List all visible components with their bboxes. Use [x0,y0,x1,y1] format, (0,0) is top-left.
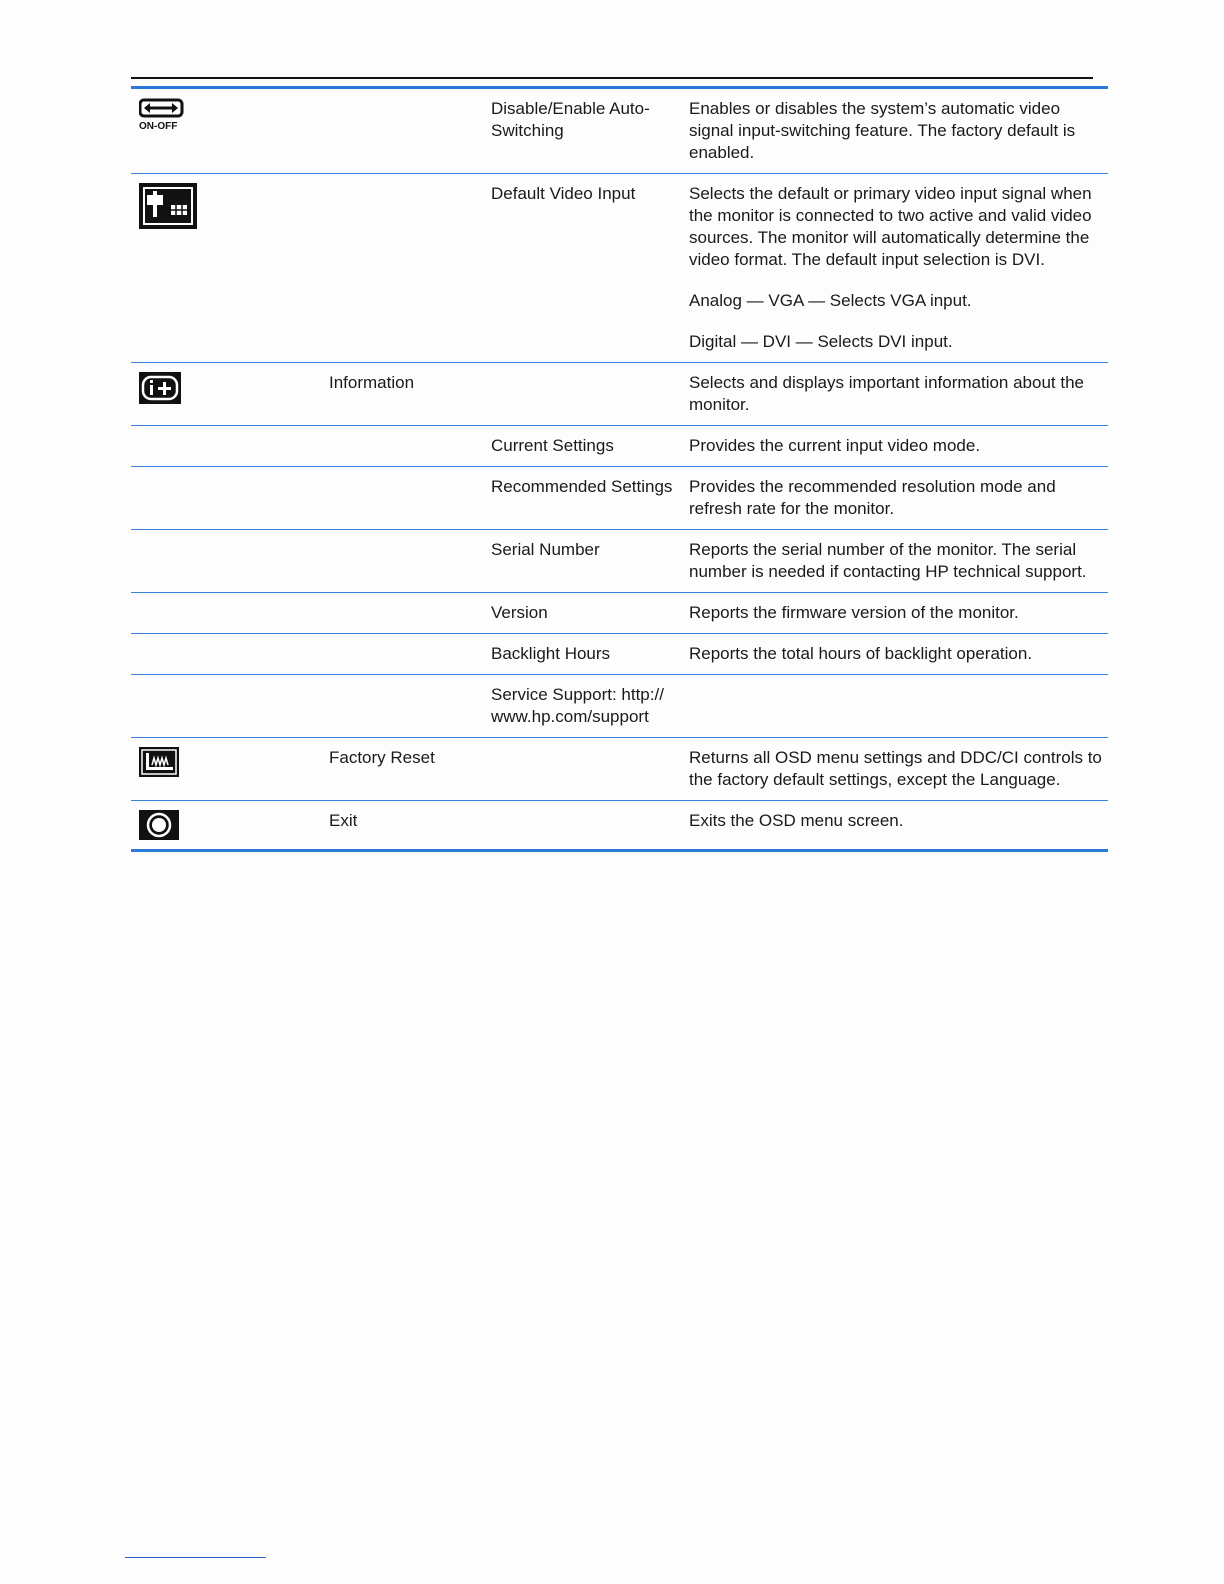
submenu-cell [483,363,681,426]
description-cell [681,426,1108,467]
table-row [131,88,1108,174]
menu-cell: Exit [321,801,483,851]
icon-cell [131,88,321,174]
menu-cell [321,593,483,634]
menu-cell: Factory Reset [321,738,483,801]
table-row [131,801,1108,851]
table-row [131,426,1108,467]
description-text: Provides the current input video mode. [689,436,981,455]
description-text: Returns all OSD menu settings and DDC/CI controls to the factory default settings, except the Language. [689,748,1102,789]
description-text: Enables or disables the system’s automatic video signal input-switching feature. The factory default is enabled. [689,99,1076,162]
menu-cell [321,426,483,467]
table-row [131,467,1108,530]
submenu-cell: Serial Number [483,530,681,593]
menu-cell: Information [321,363,483,426]
submenu-cell: Recommended Settings [483,467,681,530]
icon-cell [131,467,321,530]
icon-cell [131,174,321,363]
table-row [131,174,1108,363]
description-text: Analog — VGA — Selects VGA input. [689,291,972,310]
submenu-cell [483,738,681,801]
submenu-cell: Service Support: http:// www.hp.com/support [483,675,681,738]
description-cell [681,88,1108,174]
icon-cell [131,801,321,851]
description-text: Reports the serial number of the monitor. The serial number is needed if contacting HP technical support. [689,540,1087,581]
submenu-cell [483,801,681,851]
header-rule [131,77,1093,79]
submenu-cell: Backlight Hours [483,634,681,675]
icon-cell [131,675,321,738]
menu-cell [321,88,483,174]
description-text: Exits the OSD menu screen. [689,811,904,830]
icon-cell [131,530,321,593]
description-cell [681,738,1108,801]
submenu-cell: Version [483,593,681,634]
description-text: Selects the default or primary video input signal when the monitor is connected to two active and valid video sources. The monitor will automatically determine the video format. The default input selection is DVI. [689,184,1092,269]
table-row [131,634,1108,675]
description-cell [681,530,1108,593]
menu-cell [321,467,483,530]
submenu-cell: Current Settings [483,426,681,467]
description-cell [681,363,1108,426]
icon-cell [131,593,321,634]
osd-menu-table [131,86,1108,852]
description-text: Reports the total hours of backlight operation. [689,644,1033,663]
icon-cell [131,634,321,675]
footnote-rule [125,1557,266,1558]
table-row [131,738,1108,801]
table-row [131,593,1108,634]
icon-cell [131,738,321,801]
default-video-input-icon [139,183,313,229]
submenu-cell: Default Video Input [483,174,681,363]
description-text: Provides the recommended resolution mode and refresh rate for the monitor. [689,477,1056,518]
exit-icon [139,810,313,840]
menu-cell [321,174,483,363]
auto-switch-on-off-icon [139,98,313,134]
description-cell [681,675,1108,738]
table-row [131,530,1108,593]
menu-cell [321,634,483,675]
icon-cell [131,363,321,426]
icon-label: ON-OFF [139,121,178,132]
description-text: Selects and displays important information about the monitor. [689,373,1085,414]
description-cell [681,467,1108,530]
menu-cell [321,675,483,738]
table-row [131,363,1108,426]
icon-cell [131,426,321,467]
description-cell [681,801,1108,851]
menu-cell [321,530,483,593]
submenu-cell: Disable/Enable Auto-Switching [491,99,650,140]
table-row [131,675,1108,738]
description-cell [681,593,1108,634]
information-icon [139,372,313,404]
description-text: Digital — DVI — Selects DVI input. [689,332,953,351]
description-text: Reports the firmware version of the monitor. [689,603,1019,622]
description-cell [681,174,1108,363]
description-cell [681,634,1108,675]
factory-reset-icon [139,747,313,777]
